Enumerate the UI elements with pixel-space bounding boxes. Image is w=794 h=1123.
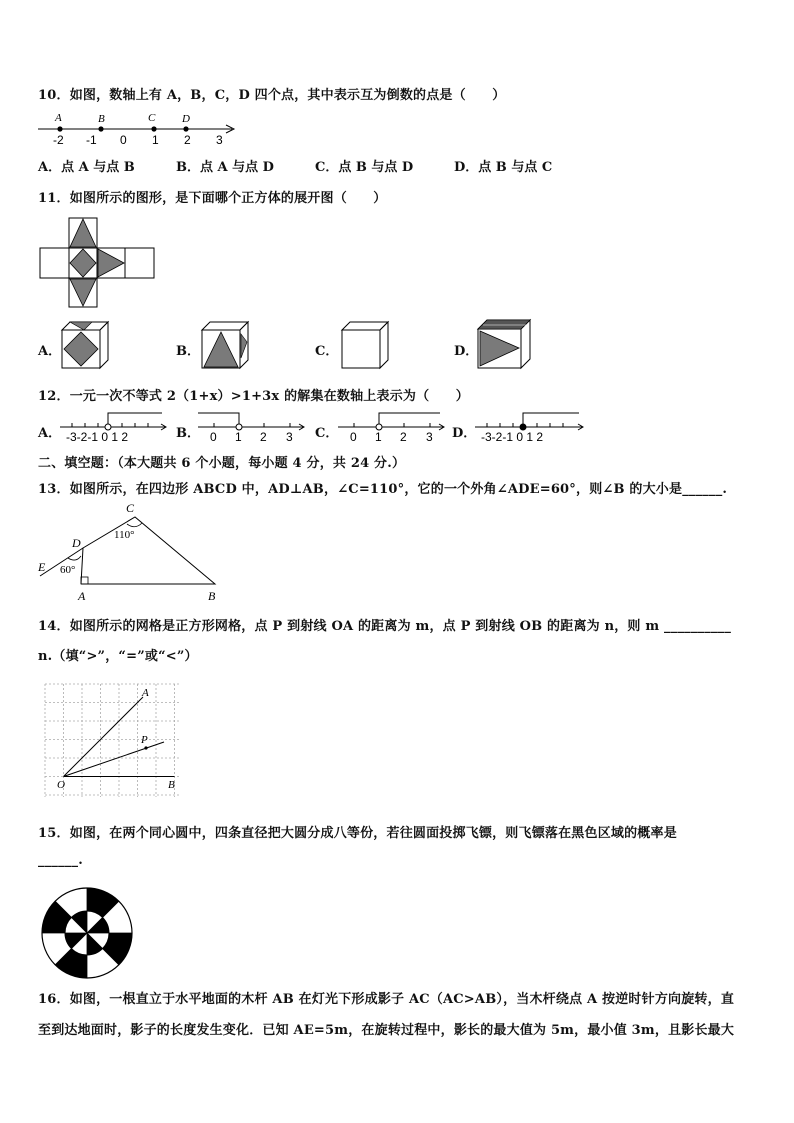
q14-label-o: O [57,779,65,791]
q12-tick-c2: 2 [400,430,407,444]
q13-label-e: E [38,560,46,574]
q10-letter-c: C [148,112,156,124]
q14-text-line2: n.（填“>”，“=”或“<”） [38,649,198,664]
q11-text: 11．如图所示的图形，是下面哪个正方体的展开图（ ） [38,191,387,206]
q10-tick-2: 2 [184,133,191,147]
q16-text-line1: 16．如图，一根直立于水平地面的木杆 AB 在灯光下形成影子 AC（AC>AB），当木杆绕点 A 按逆时针方向旋转，直 [38,992,735,1007]
q12-line-c[interactable] [336,410,448,444]
q14-label-p: P [141,734,148,746]
q14-grid-figure [40,680,185,802]
q12-tick-b1: 1 [235,430,242,444]
q11-option-c[interactable]: C． [315,344,339,359]
q12-line-d[interactable] [473,410,587,444]
q12-tick-b3: 3 [286,430,293,444]
q12-tick-b0: 0 [210,430,217,444]
q13-text: 13．如图所示，在四边形 ABCD 中，AD⊥AB，∠C=110°，它的一个外角∠ADE=60°，则∠B 的大小是______. [38,482,728,497]
q12-option-b[interactable]: B． [176,426,200,441]
q12-option-c[interactable]: C． [315,426,339,441]
q13-quadrilateral-figure [36,500,236,604]
q13-angle-c: 110° [114,529,135,541]
q12-option-d[interactable]: D． [452,426,477,441]
q11-cube-d[interactable] [478,320,532,370]
q10-letter-d: D [182,113,190,125]
q13-label-b: B [208,589,216,603]
q15-text-line1: 15．如图，在两个同心圆中，四条直径把大圆分成八等份，若往圆面投掷飞镖，则飞镖落在黑色区域的概率是 [38,826,677,841]
q11-cube-c[interactable] [342,322,392,370]
q11-cube-a[interactable] [62,322,112,370]
q13-label-c: C [126,501,135,515]
q12-tick-c0: 0 [350,430,357,444]
q12-ticks-a: -3-2-1 0 1 2 [66,430,129,444]
q12-option-a[interactable]: A． [38,426,62,441]
q10-tick-m1: -1 [86,133,97,147]
q12-line-b[interactable] [196,410,308,444]
q10-tick-1: 1 [152,133,159,147]
q10-tick-0: 0 [120,133,127,147]
q11-cube-b[interactable] [202,322,252,370]
q11-option-b[interactable]: B． [176,344,200,359]
q14-text-line1: 14．如图所示的网格是正方形网格，点 P 到射线 OA 的距离为 m，点 P 到射线 OB 的距离为 n，则 m __________ [38,619,732,634]
q11-option-a[interactable]: A． [38,344,62,359]
q12-tick-b2: 2 [260,430,267,444]
q15-text-line2: ______. [38,853,83,868]
q14-label-a: A [142,687,149,699]
q10-option-b[interactable]: B．点 A 与点 D [176,160,274,175]
q14-label-b: B [168,779,175,791]
q10-letter-a: A [55,112,62,124]
q12-ticks-d: -3-2-1 0 1 2 [481,430,544,444]
q11-option-d[interactable]: D． [454,344,479,359]
q12-tick-c1: 1 [375,430,382,444]
q12-text: 12．一元一次不等式 2（1+x）>1+3x 的解集在数轴上表示为（ ） [38,389,469,404]
q10-option-d[interactable]: D．点 B 与点 C [454,160,553,175]
q16-text-line2: 至到达地面时，影子的长度发生变化．已知 AE=5m，在旋转过程中，影长的最大值为 5m，最小值 3m，且影长最大 [38,1023,735,1038]
q12-line-a[interactable] [58,410,170,444]
q15-target-figure [40,886,134,980]
q10-tick-3: 3 [216,133,223,147]
q10-option-a[interactable]: A．点 A 与点 B [38,160,135,175]
q12-tick-c3: 3 [426,430,433,444]
q10-tick-m2: -2 [53,133,64,147]
q10-text: 10．如图，数轴上有 A，B，C，D 四个点，其中表示互为倒数的点是（ ） [38,88,506,103]
q13-label-d: D [72,536,81,550]
q10-letter-b: B [98,113,105,125]
q11-cube-net [40,218,160,308]
q13-angle-d: 60° [60,564,76,576]
q13-label-a: A [78,589,86,603]
section-title-fill-in: 二、填空题：（本大题共 6 个小题，每小题 4 分，共 24 分.） [38,456,406,471]
q10-option-c[interactable]: C．点 B 与点 D [315,160,414,175]
q10-number-line [36,110,246,150]
